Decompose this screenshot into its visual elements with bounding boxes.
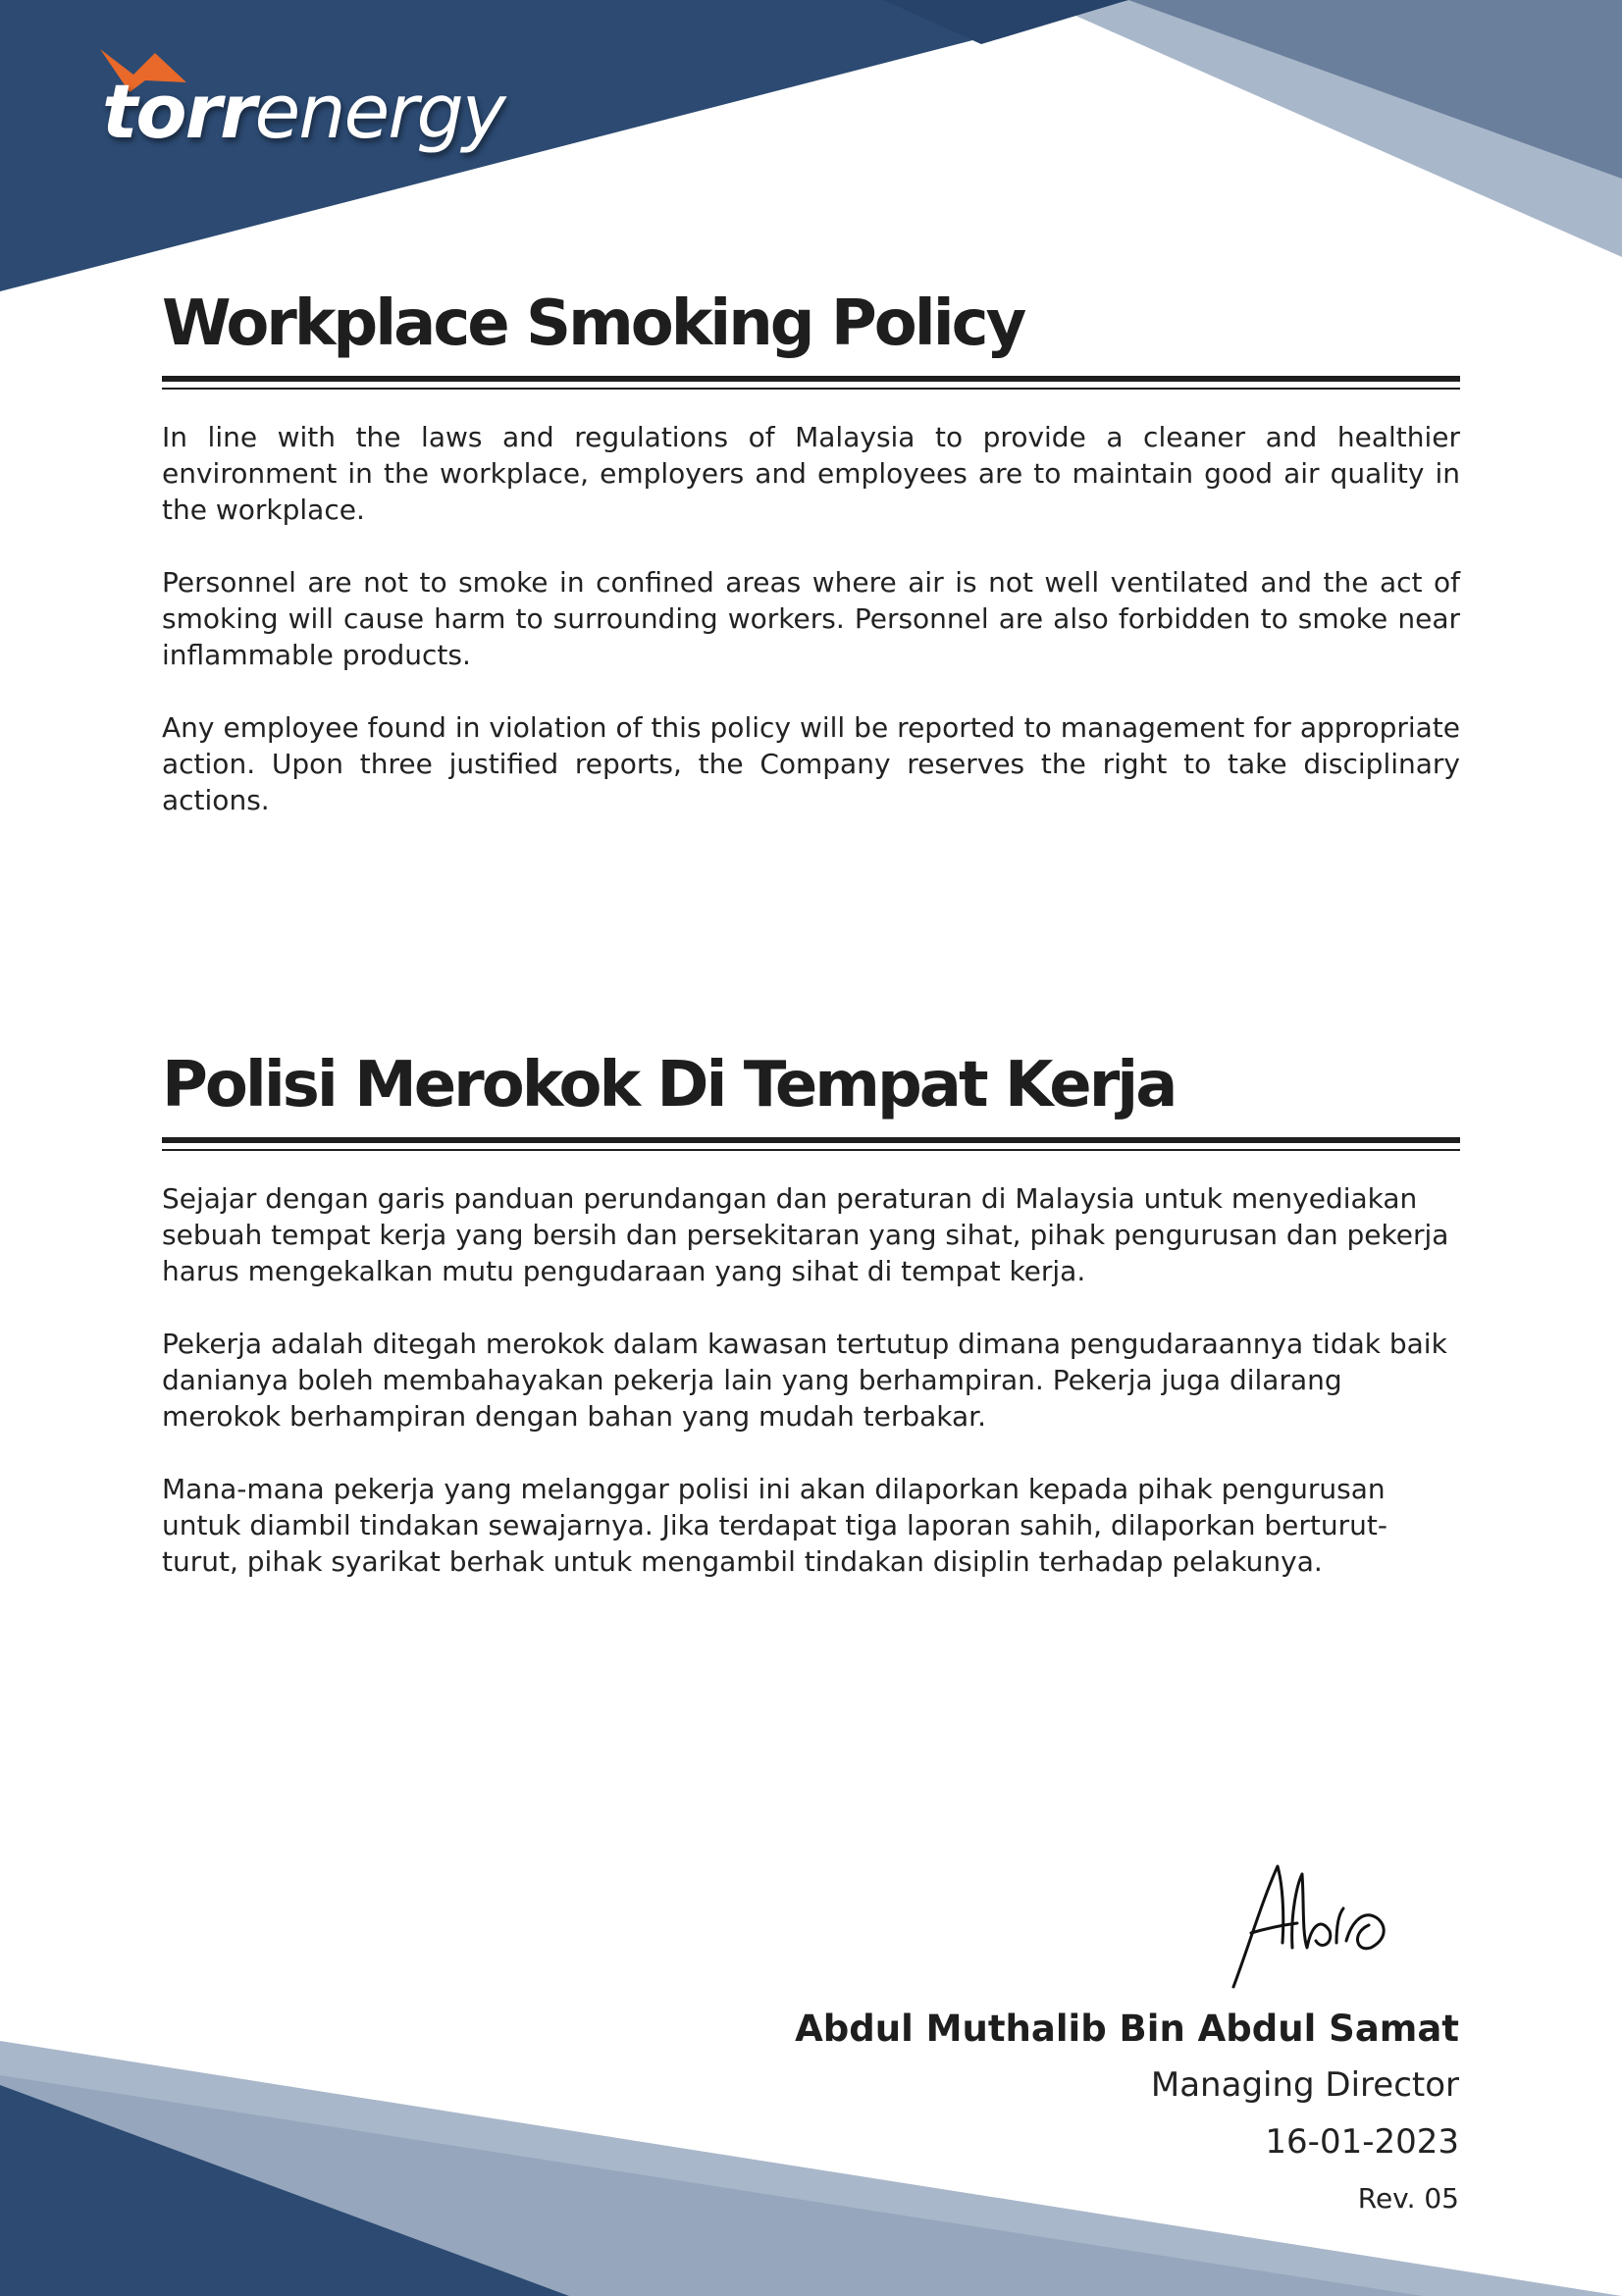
malay-policy-body [162,1180,1460,1580]
english-policy-body [162,419,1460,818]
english-policy-section [162,287,1460,855]
english-policy-title: Workplace Smoking Policy [162,287,1024,360]
logo-wordmark-strong: torr [102,68,255,155]
logo-wordmark [102,68,504,155]
english-paragraph: Any employee found in violation of this policy will be reported to management for appropriate action. Upon three justified reports, the Company reserves the right to take disciplinary actions. [162,710,1460,816]
english-paragraph: Personnel are not to smoke in confined areas where air is not well ventilated and the act of smoking will cause harm to surrounding workers. Personnel are also forbidden to smoke near inflammable products. [162,565,1460,671]
signatory-name: Abdul Muthalib Bin Abdul Samat [795,2008,1459,2050]
signature-block [772,1854,1459,2227]
malay-paragraph: Sejajar dengan garis panduan perundangan dan peraturan di Malaysia untuk menyediakan sebuah tempat kerja yang bersih dan persekitaran yang sihat, pihak pengurusan dan pekerja harus mengekalkan mutu pengudaraan yang sihat di tempat kerja. [162,1181,1449,1287]
title-divider-thin [162,1149,1460,1151]
handwritten-signature [1214,1854,1400,2002]
malay-policy-title: Polisi Merokok Di Tempat Kerja [162,1049,1176,1122]
title-divider-thick [162,376,1460,382]
company-logo [98,47,504,175]
logo-wordmark-light: energy [254,68,504,155]
malay-policy-section [162,1048,1460,1616]
document-revision: Rev. 05 [1357,2182,1459,2215]
title-divider-thick [162,1137,1460,1143]
malay-paragraph: Mana-mana pekerja yang melanggar polisi ini akan dilaporkan kepada pihak pengurusan untuk diambil tindakan sewajarnya. Jika terdapat tiga laporan sahih, dilaporkan berturut-turut, pihak syarikat berhak untuk mengambil tindakan disiplin terhadap pelakunya. [162,1472,1387,1578]
english-paragraph: In line with the laws and regulations of Malaysia to provide a cleaner and healthier environment in the workplace, employers and employees are to maintain good air quality in the workplace. [162,420,1460,526]
signatory-position: Managing Director [1150,2065,1459,2105]
signature-date: 16-01-2023 [1265,2122,1459,2162]
title-divider-thin [162,388,1460,390]
malay-paragraph: Pekerja adalah ditegah merokok dalam kawasan tertutup dimana pengudaraannya tidak baik danianya boleh membahayakan pekerja lain yang berhampiran. Pekerja juga dilarang merokok berhampiran dengan bahan yang mudah terbakar. [162,1327,1447,1433]
